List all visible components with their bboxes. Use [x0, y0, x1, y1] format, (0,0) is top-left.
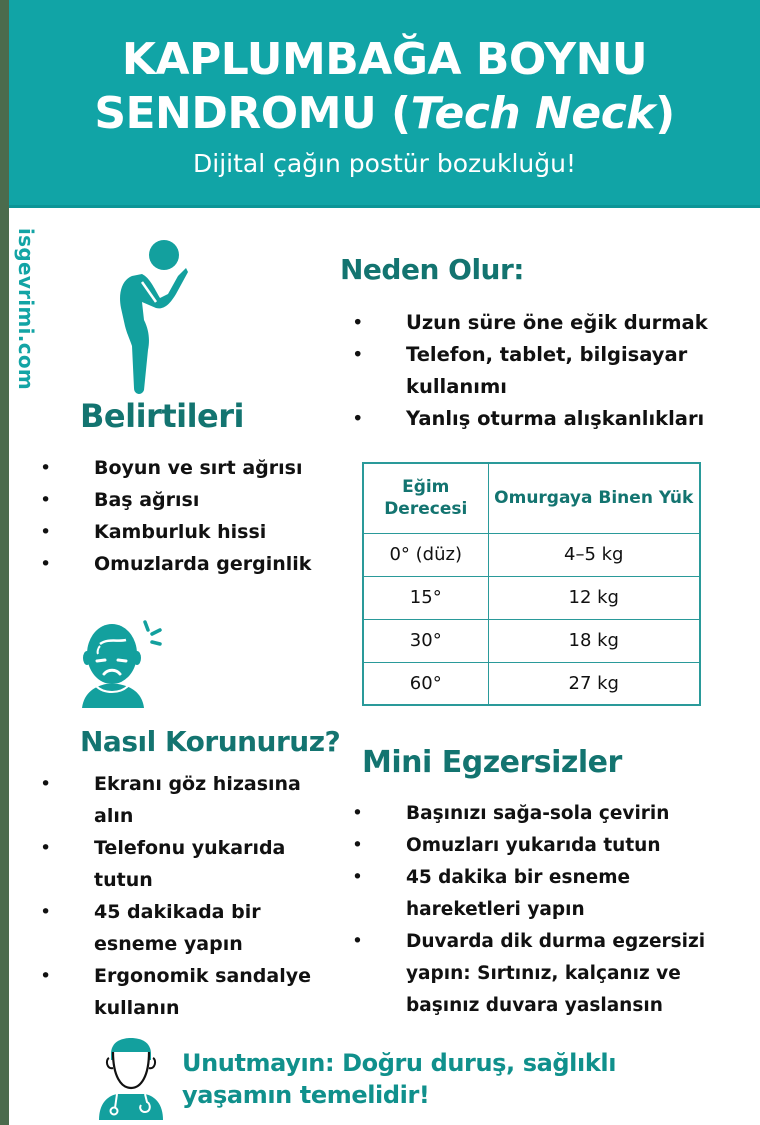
exercises-list — [352, 798, 722, 1022]
load-cell: 4–5 kg — [488, 533, 700, 576]
list-item: • Omuzları yukarıda tutun — [352, 830, 722, 862]
title-italic: Tech Neck — [410, 88, 656, 139]
angle-cell: 0° (düz) — [363, 533, 488, 576]
title-suffix: ) — [655, 88, 675, 139]
table-row — [363, 619, 700, 662]
load-cell: 12 kg — [488, 576, 700, 619]
angle-cell: 60° — [363, 662, 488, 705]
footer-line-1: Unutmayın: Doğru duruş, sağlıklı — [182, 1049, 617, 1077]
list-item: • Ergonomik sandalye kullanın — [40, 960, 340, 1024]
table-row — [363, 576, 700, 619]
list-item: • 45 dakika bir esneme hareketleri yapın — [352, 862, 722, 926]
watermark-text: isgevrimi.com — [14, 228, 38, 391]
list-item: • Başınızı sağa-sola çevirin — [352, 798, 722, 830]
prevention-list — [40, 768, 340, 1024]
angle-cell: 30° — [363, 619, 488, 662]
left-border-strip — [0, 0, 9, 1125]
col-header-angle: Eğim Derecesi — [363, 463, 488, 533]
spine-load-table — [362, 462, 701, 706]
headache-person-icon — [78, 614, 164, 710]
list-item: • Omuzlarda gerginlik — [40, 548, 340, 580]
title-line-2 — [9, 88, 760, 140]
angle-cell: 15° — [363, 576, 488, 619]
list-item: • Uzun süre öne eğik durmak — [352, 307, 732, 339]
load-cell: 18 kg — [488, 619, 700, 662]
list-item: • Ekranı göz hizasına alın — [40, 768, 340, 832]
list-item: • Boyun ve sırt ağrısı — [40, 452, 340, 484]
title-banner — [9, 0, 760, 208]
prevention-heading: Nasıl Korunuruz? — [80, 725, 341, 758]
subtitle: Dijital çağın postür bozukluğu! — [193, 149, 576, 178]
list-item: • Duvarda dik durma egzersizi yapın: Sırtınız, kalçanız ve başınız duvara yaslansın — [352, 926, 722, 1022]
causes-list — [352, 307, 732, 435]
symptoms-heading: Belirtileri — [80, 397, 244, 435]
causes-heading: Neden Olur: — [340, 253, 524, 286]
list-item: • Kamburluk hissi — [40, 516, 340, 548]
table-row — [363, 662, 700, 705]
person-looking-at-phone-icon — [112, 238, 198, 400]
title-line-1: KAPLUMBAĞA BOYNU — [121, 34, 648, 85]
list-item: • Telefonu yukarıda tutun — [40, 832, 340, 896]
table-header-row — [363, 463, 700, 533]
footer-line-2: yaşamın temelidir! — [182, 1081, 430, 1109]
load-cell: 27 kg — [488, 662, 700, 705]
table-row — [363, 533, 700, 576]
col-header-load: Omurgaya Binen Yük — [488, 463, 700, 533]
footer-message — [182, 1047, 616, 1111]
list-item: • Yanlış oturma alışkanlıkları — [352, 403, 732, 435]
watermark-vertical — [16, 228, 38, 398]
list-item: • Telefon, tablet, bilgisayar kullanımı — [352, 339, 732, 403]
exercises-heading: Mini Egzersizler — [362, 745, 622, 780]
list-item: • Baş ağrısı — [40, 484, 340, 516]
title-prefix: SENDROMU ( — [94, 88, 411, 139]
symptoms-list — [40, 452, 340, 580]
doctor-icon — [97, 1038, 165, 1120]
list-item: • 45 dakikada bir esneme yapın — [40, 896, 340, 960]
